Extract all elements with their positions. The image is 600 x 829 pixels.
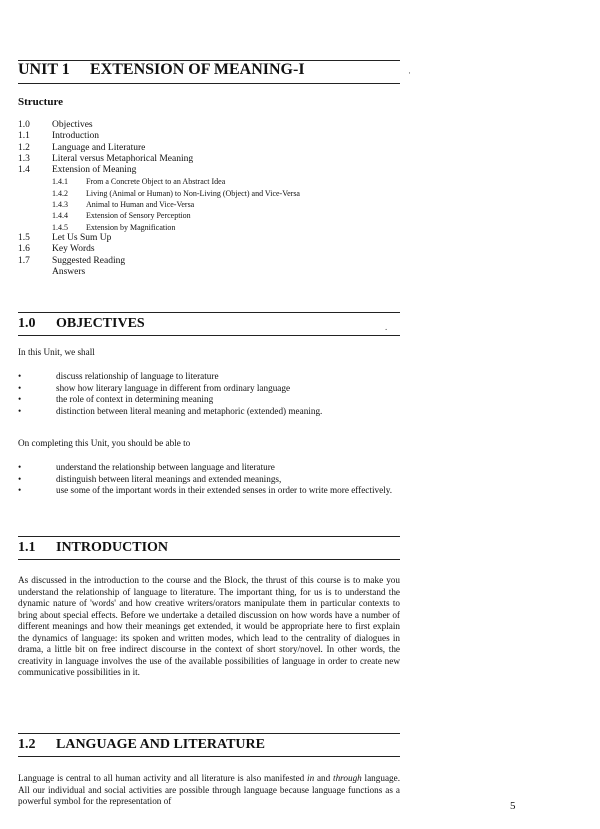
toc-row: 1.2 Language and Literature: [18, 142, 146, 153]
toc-subrow: 1.4.4 Extension of Sensory Perception: [52, 211, 191, 221]
objectives-heading: 1.0 OBJECTIVES: [18, 316, 145, 331]
toc-row: 1.4 Extension of Meaning: [18, 165, 137, 176]
unit-heading: [18, 61, 305, 79]
unit-bottom-rule: [18, 83, 400, 84]
language-heading: 1.2 LANGUAGE AND LITERATURE: [18, 737, 265, 752]
toc-row: 1.0 Objectives: [18, 120, 93, 130]
scan-speck: ·: [408, 68, 411, 78]
list-item: • distinguish between literal meanings and extended meanings,: [18, 473, 282, 484]
objectives-list: [18, 371, 400, 417]
language-text: Language is central to all human activity and all literature is also manifested in and through language. All our individual and social activities are possible through language because language functions as a powerful symbol for the representation of: [18, 773, 401, 806]
list-item: • discuss relationship of language to literature: [18, 371, 219, 381]
toc-subrow: 1.4.5 Extension by Magnification: [52, 222, 176, 232]
list-item: • the role of context in determining meaning: [18, 394, 214, 404]
objectives-top-rule: [18, 312, 400, 313]
toc-row: 1.1 Introduction: [18, 131, 99, 142]
unit-title: EXTENSION OF MEANING-I: [90, 61, 305, 78]
table-of-contents: [18, 120, 418, 278]
toc-row: 1.5 Let Us Sum Up: [18, 232, 112, 243]
page-number: 5: [510, 800, 516, 812]
language-top-rule: [18, 733, 400, 734]
toc-subrow: 1.4.3 Animal to Human and Vice-Versa: [52, 200, 195, 210]
introduction-top-rule: [18, 536, 400, 537]
introduction-bottom-rule: [18, 559, 400, 560]
introduction-heading: 1.1 INTRODUCTION: [18, 540, 169, 555]
list-item: • use some of the important words in their extended senses in order to write more effectively.: [18, 485, 393, 495]
toc-subrow: 1.4.1 From a Concrete Object to an Abstract Idea: [52, 177, 226, 187]
objectives-bottom-rule: [18, 335, 400, 336]
unit-number: UNIT 1: [18, 61, 70, 78]
structure-heading: Structure: [18, 96, 64, 108]
list-item: • distinction between literal meaning and metaphoric (extended) meaning.: [18, 405, 323, 416]
objectives-completing: On completing this Unit, you should be able to: [18, 438, 191, 448]
toc-row: Answers: [52, 266, 86, 277]
introduction-text: As discussed in the introduction to the course and the Block, the thrust of this course is to make you understand the relationship of language to literature. The important thing, for us is to understand the dynamic nature of 'words' and how creative writers/orators manipulate them in particular contexts to bring about special effects. Before we undertake a detailed discussion on how words have a number of different meanings and how their meanings get extended, it would be appropriate here to first explain the dynamics of language: its spoken and written modes, which lead to the centrality of dialogues in drama, a little bit on free indirect discourse in the context of short story/novel. In other words, the creativity in language involves the use of the available possibilities of language in order to create new communicative possibilities in it.: [18, 575, 400, 677]
list-item: • show how literary language in different from ordinary language: [18, 382, 291, 393]
toc-row: 1.3 Literal versus Metaphorical Meaning: [18, 153, 194, 164]
scan-speck: .: [385, 322, 388, 332]
list-item: • understand the relationship between language and literature: [18, 462, 275, 472]
language-bottom-rule: [18, 756, 400, 757]
toc-subrow: 1.4.2 Living (Animal or Human) to Non-Living (Object) and Vice-Versa: [52, 188, 300, 198]
outcomes-list: [18, 462, 400, 497]
objectives-intro: In this Unit, we shall: [18, 347, 95, 357]
toc-row: 1.7 Suggested Reading: [18, 255, 126, 266]
toc-row: 1.6 Key Words: [18, 244, 95, 255]
